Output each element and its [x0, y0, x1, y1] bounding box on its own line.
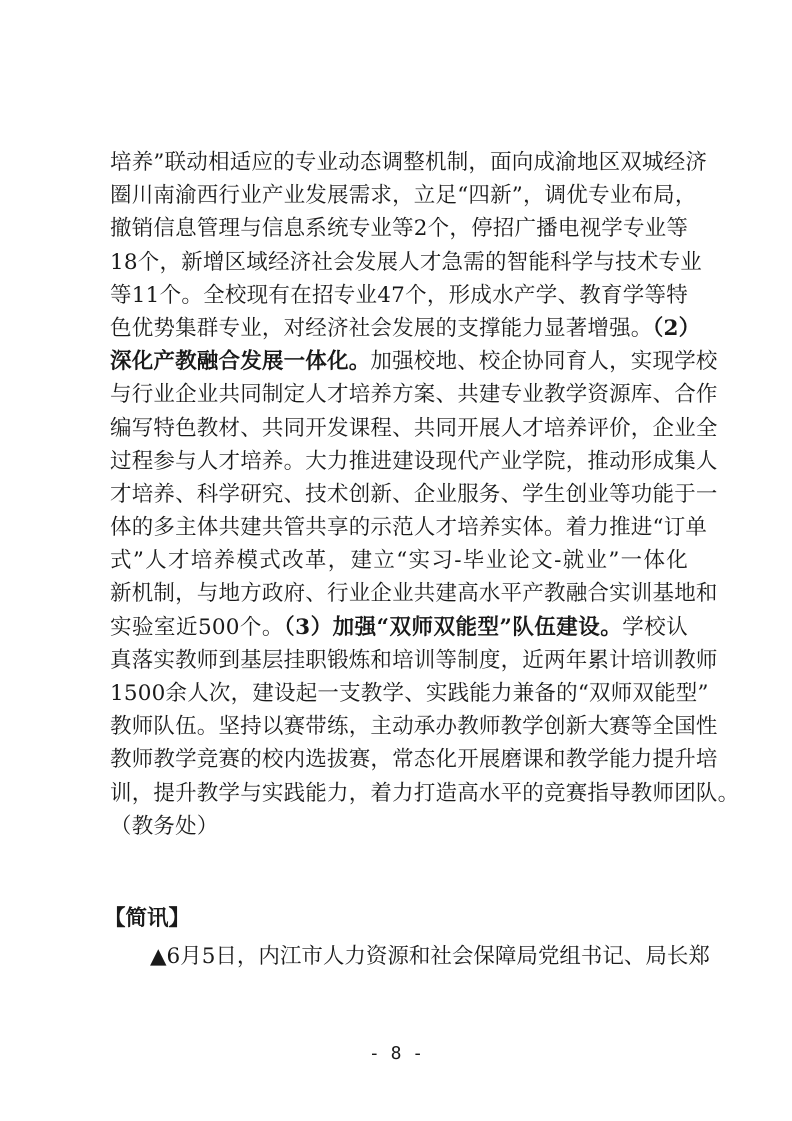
- body-line: 才培养、科学研究、技术创新、企业服务、学生创业等功能于一: [110, 481, 718, 507]
- subheading-dual-teacher: （3）加强“双师双能型”队伍建设。: [283, 614, 623, 640]
- news-section-title: 【简讯】: [104, 906, 191, 931]
- body-line: 编写特色教材、共同开发课程、共同开展人才培养评价，企业全: [110, 415, 718, 441]
- body-line: 新机制，与地方政府、行业企业共建高水平产教融合实训基地和: [110, 581, 718, 607]
- subheading-industry-education: 深化产教融合发展一体化。: [110, 349, 371, 375]
- body-line: 培养”联动相适应的专业动态调整机制，面向成渝地区双城经济: [110, 150, 708, 175]
- body-line: 与行业企业共同制定人才培养方案、共建专业教学资源库、合作: [110, 382, 718, 408]
- body-text-segment: 色优势集群专业，对经济社会发展的支撑能力显著增强。: [110, 315, 653, 341]
- body-line: 1500余人次，建设起一支教学、实践能力兼备的“双师双能型”: [110, 681, 709, 706]
- body-line: 等11个。全校现有在招专业47个，形成水产学、教育学等特: [110, 282, 688, 308]
- body-line: [110, 345, 718, 378]
- news-item: ▲6月5日，内江市人力资源和社会保障局党组书记、局长郑: [150, 944, 710, 969]
- source-attribution: （教务处）: [110, 813, 219, 839]
- list-marker-2: （2）: [652, 315, 701, 341]
- body-line: 18个，新增区域经济社会发展人才急需的智能科学与技术专业: [110, 249, 702, 275]
- body-line: 式”人才培养模式改革，建立“实习-毕业论文-就业”一体化: [110, 548, 688, 574]
- page-number: - 8 -: [368, 1043, 424, 1064]
- body-line: 过程参与人才培养。大力推进建设现代产业学院，推动形成集人: [110, 448, 718, 474]
- body-line: 真落实教师到基层挂职锻炼和培训等制度，近两年累计培训教师: [110, 647, 718, 673]
- body-line: [110, 611, 688, 644]
- body-text-segment: 学校认: [622, 614, 688, 640]
- body-line: 训，提升教学与实践能力，着力打造高水平的竞赛指导教师团队。: [110, 780, 740, 806]
- body-line: 撤销信息管理与信息系统专业等2个，停招广播电视学专业等: [110, 216, 689, 242]
- body-text-segment: 加强校地、校企协同育人，实现学校: [370, 349, 718, 375]
- body-line: [110, 312, 701, 345]
- body-line: 教师教学竞赛的校内选拔赛，常态化开展磨课和教学能力提升培: [110, 747, 718, 773]
- body-line: 教师队伍。坚持以赛带练，主动承办教师教学创新大赛等全国性: [110, 714, 718, 740]
- article-body: [110, 146, 740, 843]
- body-line: 圈川南渝西行业产业发展需求，立足“四新”，调优专业布局，: [110, 183, 697, 209]
- body-text-segment: 实验室近500个。: [110, 614, 284, 640]
- body-line: 体的多主体共建共管共享的示范人才培养实体。着力推进“订单: [110, 515, 708, 541]
